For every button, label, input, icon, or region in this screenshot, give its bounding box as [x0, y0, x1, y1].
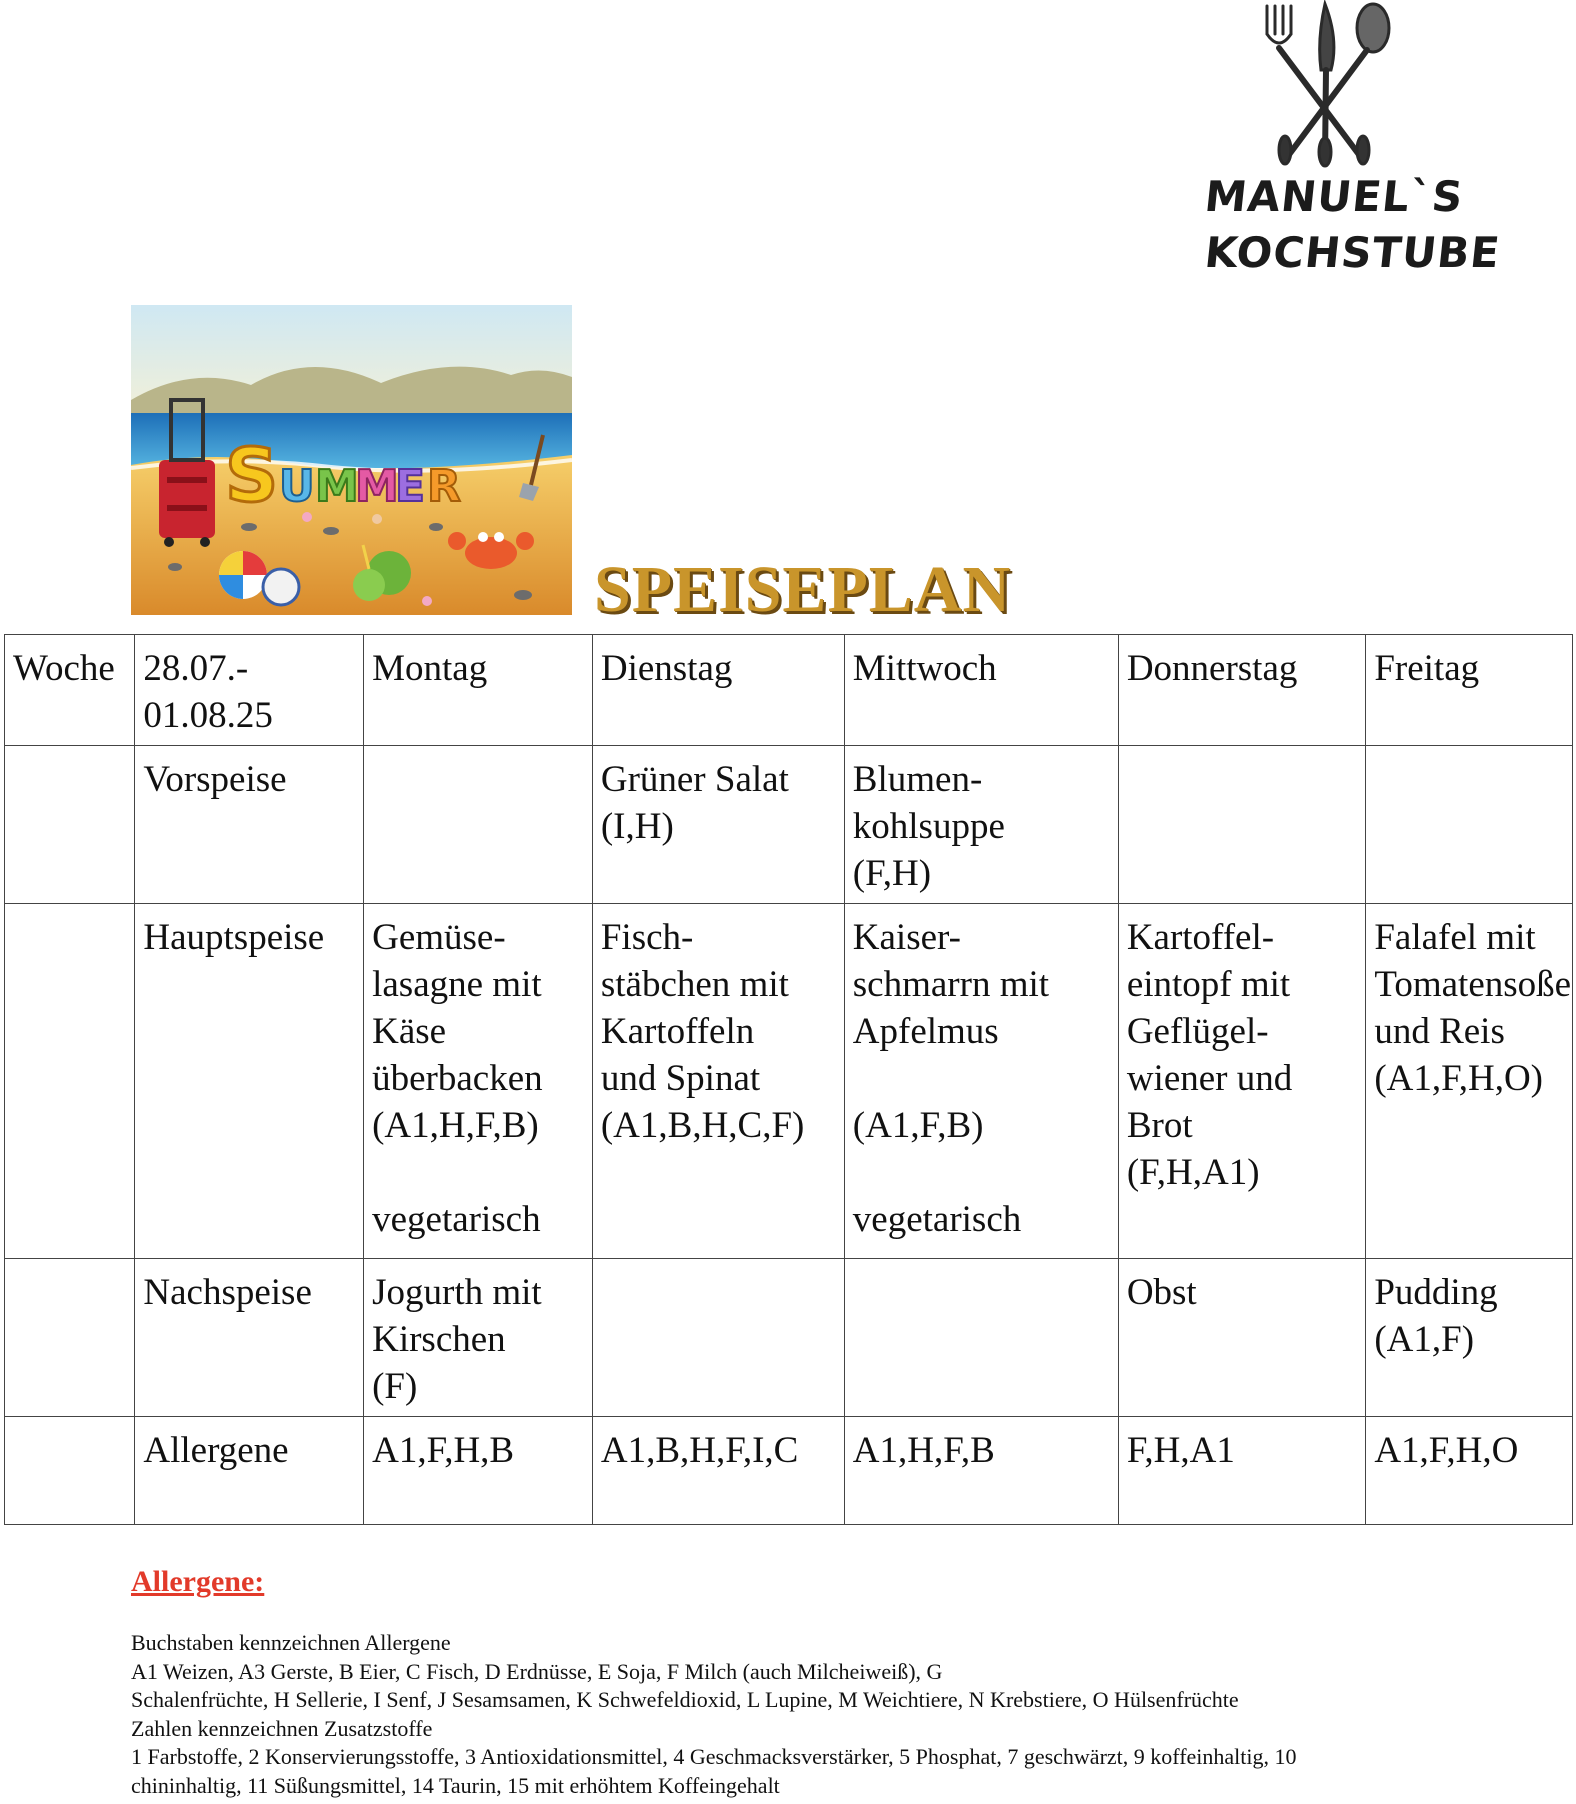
table-cell	[5, 746, 135, 904]
header-cell-thursday	[1118, 635, 1366, 746]
legend-line: 1 Farbstoffe, 2 Konservierungsstoffe, 3 Antioxidationsmittel, 4 Geschmacksverstärker, 5 Phosphat, 7 geschwärzt, 9 koffeinhaltig, 10	[131, 1744, 1297, 1769]
cell-text: Blumen- kohlsuppe (F,H)	[852, 759, 1005, 894]
page-title: SPEISEPLAN	[594, 553, 1012, 626]
allergen-legend-heading: Allergene:	[131, 1565, 265, 1598]
table-cell	[364, 1259, 593, 1417]
header-label: Montag	[372, 648, 488, 689]
legend-line: Schalenfrüchte, H Sellerie, I Senf, J Sesamsamen, K Schwefeldioxid, L Lupine, M Weichtiere, N Krebstiere, O Hülsenfrüchte	[131, 1687, 1239, 1712]
svg-text:R: R	[427, 461, 461, 512]
table-cell	[364, 746, 593, 904]
svg-text:S: S	[225, 433, 279, 519]
cell-text: Grüner Salat (I,H)	[600, 759, 789, 847]
header-label: Freitag	[1374, 648, 1480, 689]
logo-name-line: MANUEL`S	[1202, 172, 1466, 221]
table-header-row	[5, 635, 1573, 746]
table-cell	[844, 746, 1118, 904]
logo-subtitle-line: KOCHSTUBE	[1202, 228, 1503, 277]
table-cell	[592, 1259, 844, 1417]
header-cell-date-range	[135, 635, 364, 746]
table-cell	[1366, 1417, 1573, 1525]
table-cell	[135, 904, 364, 1259]
table-cell	[592, 746, 844, 904]
header-cell-tuesday	[592, 635, 844, 746]
legend-line: chininhaltig, 11 Süßungsmittel, 14 Taurin, 15 mit erhöhtem Koffeingehalt	[131, 1772, 780, 1798]
cell-text: Gemüse- lasagne mit Käse überbacken (A1,H,F,B) vegetarisch	[372, 917, 543, 1240]
cell-text: A1,B,H,F,I,C	[600, 1430, 799, 1471]
header-cell-week	[5, 635, 135, 746]
header-cell-friday	[1366, 635, 1573, 746]
table-cell	[1366, 1259, 1573, 1417]
table-cell	[592, 904, 844, 1259]
cell-text: Fisch- stäbchen mit Kartoffeln und Spinat (A1,B,H,C,F)	[600, 917, 805, 1146]
cell-text: Allergene	[143, 1430, 289, 1471]
table-cell	[1366, 904, 1573, 1259]
cell-text: Hauptspeise	[143, 917, 325, 958]
cell-text: Nachspeise	[143, 1272, 312, 1313]
cell-text: Pudding (A1,F)	[1374, 1272, 1498, 1360]
table-cell	[364, 1417, 593, 1525]
table-cell	[5, 1259, 135, 1417]
header-label: Dienstag	[600, 648, 733, 689]
allergen-legend	[131, 1629, 1471, 1800]
table-cell	[135, 1259, 364, 1417]
svg-text:E: E	[395, 461, 426, 512]
svg-text:M: M	[355, 461, 399, 512]
cell-text: A1,F,H,O	[1374, 1430, 1519, 1471]
table-row-main-course	[5, 904, 1573, 1259]
header-cell-wednesday	[844, 635, 1118, 746]
table-cell	[844, 1259, 1118, 1417]
table-row-dessert	[5, 1259, 1573, 1417]
table-cell	[135, 746, 364, 904]
table-row-starter	[5, 746, 1573, 904]
header-label: Woche	[13, 648, 115, 689]
svg-text:M: M	[315, 461, 359, 512]
header-label: 28.07.- 01.08.25	[143, 648, 273, 736]
table-cell	[592, 1417, 844, 1525]
table-cell	[1366, 746, 1573, 904]
header-label: Mittwoch	[852, 648, 997, 689]
table-cell	[5, 904, 135, 1259]
cell-text: Falafel mit Tomatensoße und Reis (A1,F,H,O)	[1374, 917, 1572, 1099]
legend-line: Buchstaben kennzeichnen Allergene	[131, 1630, 451, 1655]
cell-text: Jogurth mit Kirschen (F)	[372, 1272, 542, 1407]
table-row-allergens	[5, 1417, 1573, 1525]
cell-text: A1,H,F,B	[852, 1430, 995, 1471]
table-cell	[5, 1417, 135, 1525]
table-cell	[135, 1417, 364, 1525]
table-cell	[844, 904, 1118, 1259]
table-cell	[364, 904, 593, 1259]
table-cell	[844, 1417, 1118, 1525]
fork-knife-spoon-icon	[1245, 0, 1405, 170]
cell-text: F,H,A1	[1126, 1430, 1235, 1471]
cell-text: Vorspeise	[143, 759, 287, 800]
cell-text: Kaiser- schmarrn mit Apfelmus (A1,F,B) vegetarisch	[852, 917, 1050, 1240]
restaurant-logo	[1202, 0, 1503, 290]
legend-line: A1 Weizen, A3 Gerste, B Eier, C Fisch, D Erdnüsse, E Soja, F Milch (auch Milcheiweiß), G	[131, 1658, 943, 1684]
table-cell	[1118, 746, 1366, 904]
svg-text:U: U	[279, 461, 315, 512]
header-label: Donnerstag	[1126, 648, 1298, 689]
header-cell-monday	[364, 635, 593, 746]
table-cell	[1118, 1417, 1366, 1525]
cell-text: A1,F,H,B	[372, 1430, 515, 1471]
cell-text: Kartoffel- eintopf mit Geflügel- wiener und Brot (F,H,A1)	[1126, 917, 1293, 1193]
legend-line: Zahlen kennzeichnen Zusatzstoffe	[131, 1715, 433, 1741]
meal-plan-table	[4, 634, 1573, 1525]
table-cell	[1118, 1259, 1366, 1417]
cell-text: Obst	[1126, 1272, 1197, 1313]
summer-beach-illustration	[131, 305, 572, 615]
table-cell	[1118, 904, 1366, 1259]
